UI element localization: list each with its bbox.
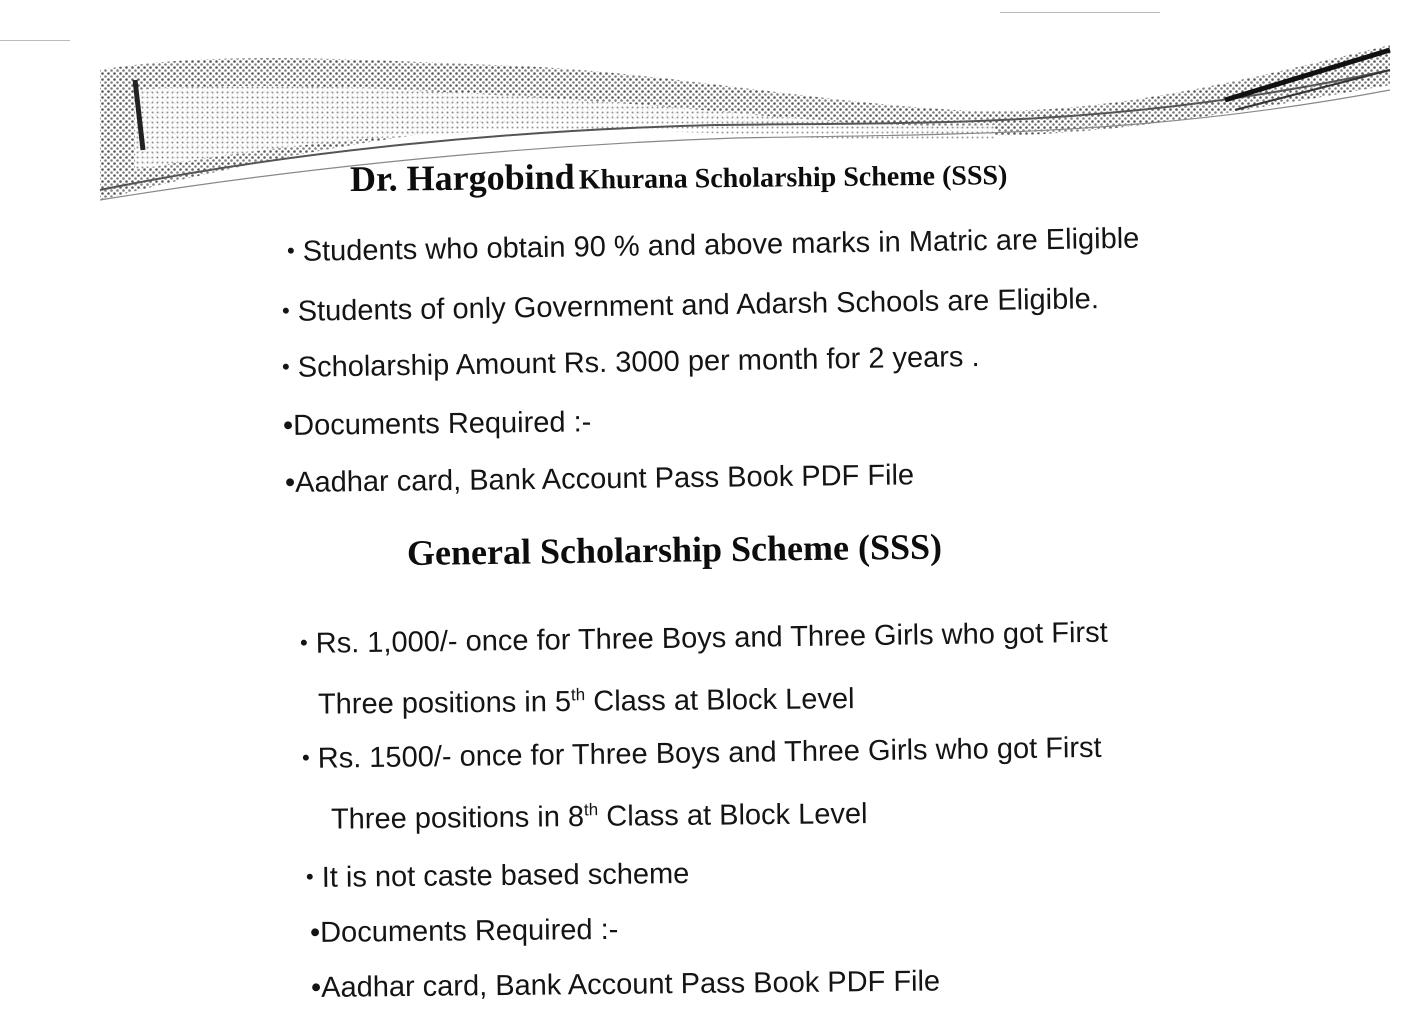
bullet-text: Scholarship Amount Rs. 3000 per month for 2 years . — [297, 341, 980, 384]
docs-list-text: Aadhar card, Bank Account Pass Book PDF File — [294, 459, 915, 499]
scheme2-title — [407, 525, 943, 574]
scheme1-bullet-eligibility-marks — [287, 223, 1140, 269]
bullet-dot: • — [299, 630, 308, 656]
bullet-text-post: Class at Block Level — [585, 683, 855, 718]
docs-label-text: Documents Required :- — [292, 406, 592, 442]
bullet-dot: • — [282, 409, 294, 442]
bullet-dot: • — [301, 745, 310, 771]
scheme1-bullet-eligibility-schools — [282, 283, 1099, 329]
scheme2-bullet-8th-class — [302, 732, 1102, 776]
ordinal-suffix: th — [570, 685, 586, 705]
scheme1-docs-label — [283, 406, 592, 443]
scheme1-docs-list — [285, 459, 914, 500]
bullet-text: Rs. 1500/- once for Three Boys and Three Girls who got First — [317, 731, 1102, 775]
scheme2-bullet-caste — [306, 858, 690, 895]
bullet-text: Students of only Government and Adarsh Schools are Eligible. — [297, 283, 1100, 328]
bullet-text: Rs. 1,000/- once for Three Boys and Three Girls who got First — [315, 616, 1108, 660]
docs-label-text: Documents Required :- — [319, 913, 619, 949]
bullet-text-pre: Three positions in 5 — [317, 686, 572, 721]
scan-artifact-top-right — [1000, 12, 1160, 13]
scheme2-bullet-8th-class-cont — [331, 797, 868, 836]
bullet-text-post: Class at Block Level — [598, 798, 868, 833]
scheme1-title-rest: Khurana Scholarship Scheme (SSS) — [578, 160, 1008, 196]
bullet-dot: • — [305, 864, 314, 890]
bullet-dot: • — [281, 298, 290, 324]
bullet-dot: • — [281, 354, 290, 380]
scheme2-docs-label — [310, 914, 619, 950]
scheme2-docs-list — [311, 965, 940, 1005]
scheme1-bullet-amount — [282, 341, 980, 385]
bullet-dot: • — [309, 916, 321, 949]
bullet-dot: • — [286, 238, 295, 264]
bullet-text: Students who obtain 90 % and above marks in Matric are Eligible — [302, 222, 1140, 268]
bullet-dot: • — [284, 466, 296, 499]
scheme1-title — [350, 151, 1008, 200]
scheme2-bullet-5th-class — [300, 617, 1108, 661]
ordinal-suffix: th — [583, 800, 599, 820]
bullet-text: It is not caste based scheme — [321, 857, 690, 894]
bullet-dot: • — [310, 971, 322, 1004]
docs-list-text: Aadhar card, Bank Account Pass Book PDF File — [320, 965, 941, 1004]
scheme2-title-text: General Scholarship Scheme (SSS) — [406, 526, 943, 573]
scheme1-title-main: Dr. Hargobind — [349, 156, 575, 199]
scan-artifact-top — [0, 40, 70, 41]
bullet-text-pre: Three positions in 8 — [330, 801, 585, 836]
scheme2-bullet-5th-class-cont — [318, 682, 855, 721]
